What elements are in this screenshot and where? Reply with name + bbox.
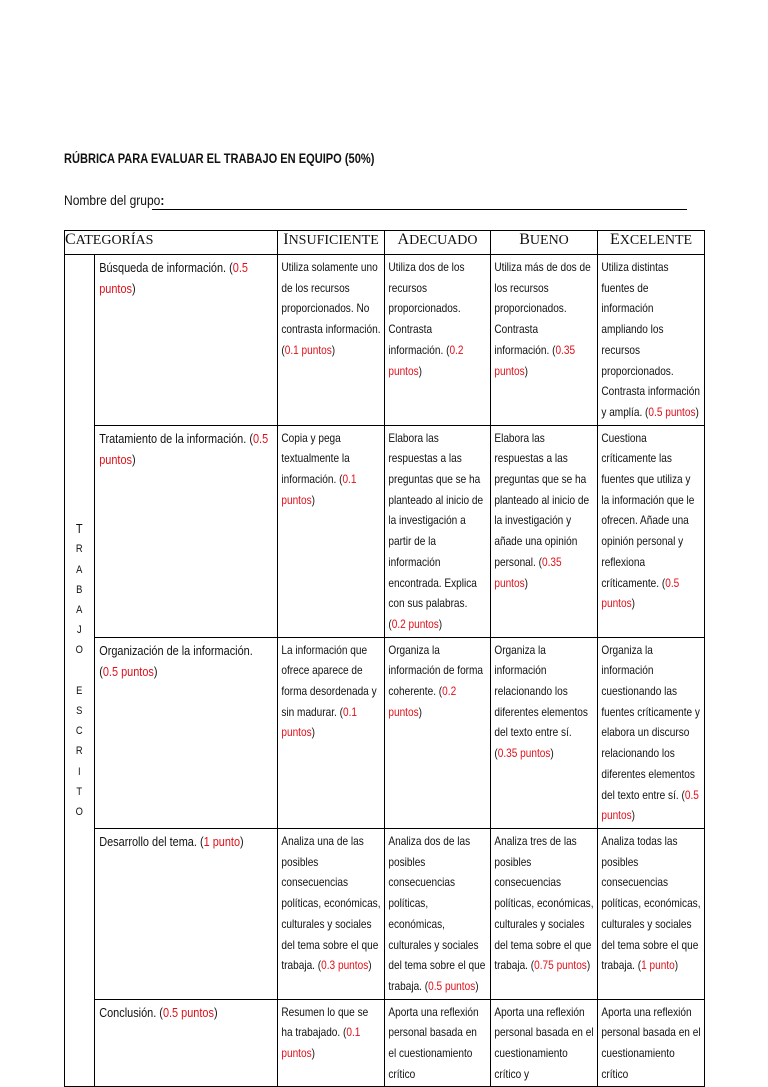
excelente-cell: Cuestiona críticamente las fuentes que utiliza y la información que le ofrecen. Añade una opinión personal y reflexiona críticamente. (0.5 puntos): [598, 425, 705, 637]
table-row: [65, 425, 705, 637]
table-row: [65, 637, 705, 828]
adecuado-cell: Utiliza dos de los recursos proporcionados. Contrasta información. (0.2 puntos): [385, 255, 491, 426]
bueno-cell: Elabora las respuestas a las preguntas que se ha planteado al inicio de la investigación y añade una opinión personal. (0.35 puntos): [491, 425, 598, 637]
insuficiente-cell: Analiza una de las posibles consecuencias políticas, económicas, culturales y sociales del tema sobre el que trabaja. (0.3 puntos): [278, 828, 385, 999]
bueno-cell: Organiza la información relacionando los diferentes elementos del texto entre sí. (0.35 puntos): [491, 637, 598, 828]
insuficiente-cell: Copia y pega textualmente la información. (0.1 puntos): [278, 425, 385, 637]
excelente-cell: Aporta una reflexión personal basada en el cuestionamiento crítico: [598, 999, 705, 1087]
category-cell: Búsqueda de información. (0.5 puntos): [95, 255, 278, 426]
table-row: [65, 828, 705, 999]
category-cell: Conclusión. (0.5 puntos): [95, 999, 278, 1087]
group-name-label-text: Nombre del grupo: [64, 192, 161, 208]
group-name-label: [64, 192, 164, 208]
insuficiente-cell: Resumen lo que se ha trabajado. (0.1 puntos): [278, 999, 385, 1087]
bueno-cell: Analiza tres de las posibles consecuencias políticas, económicas, culturales y sociales del tema sobre el que trabaja. (0.75 puntos): [491, 828, 598, 999]
header-adecuado: ADECUADO: [385, 231, 491, 255]
header-insuficiente: INSUFICIENTE: [278, 231, 385, 255]
category-cell: Organización de la información. (0.5 puntos): [95, 637, 278, 828]
bueno-cell: Utiliza más de dos de los recursos proporcionados. Contrasta información. (0.35 puntos): [491, 255, 598, 426]
excelente-cell: Utiliza distintas fuentes de información ampliando los recursos proporcionados. Contrasta información y amplía. (0.5 puntos): [598, 255, 705, 426]
table-row: [65, 255, 705, 426]
document-title: RÚBRICA PARA EVALUAR EL TRABAJO EN EQUIPO (50%): [64, 151, 375, 166]
adecuado-cell: Organiza la información de forma coherente. (0.2 puntos): [385, 637, 491, 828]
side-label-trabajo-escrito: T R A B A J O E S C R I T O: [65, 255, 95, 1087]
adecuado-cell: Aporta una reflexión personal basada en el cuestionamiento crítico: [385, 999, 491, 1087]
group-name-field[interactable]: [152, 209, 687, 210]
category-cell: Tratamiento de la información. (0.5 puntos): [95, 425, 278, 637]
header-excelente: EXCELENTE: [598, 231, 705, 255]
adecuado-cell: Elabora las respuestas a las preguntas que se ha planteado al inicio de la investigación a partir de la información encontrada. Explica con sus palabras. (0.2 puntos): [385, 425, 491, 637]
adecuado-cell: Analiza dos de las posibles consecuencias políticas, económicas, culturales y sociales del tema sobre el que trabaja. (0.5 puntos): [385, 828, 491, 999]
insuficiente-cell: Utiliza solamente uno de los recursos proporcionados. No contrasta información. (0.1 puntos): [278, 255, 385, 426]
excelente-cell: Analiza todas las posibles consecuencias políticas, económicas, culturales y sociales del tema sobre el que trabaja. (1 punto): [598, 828, 705, 999]
header-categories: CATEGORÍAS: [65, 231, 278, 255]
category-cell: Desarrollo del tema. (1 punto): [95, 828, 278, 999]
header-row: [65, 231, 705, 255]
excelente-cell: Organiza la información cuestionando las fuentes críticamente y elabora un discurso relacionando los diferentes elementos del texto entre sí. (0.5 puntos): [598, 637, 705, 828]
table-row: [65, 999, 705, 1087]
insuficiente-cell: La información que ofrece aparece de forma desordenada y sin madurar. (0.1 puntos): [278, 637, 385, 828]
header-bueno: BUENO: [491, 231, 598, 255]
bueno-cell: Aporta una reflexión personal basada en el cuestionamiento crítico y: [491, 999, 598, 1087]
group-name-colon: :: [160, 192, 165, 208]
rubric-table: [64, 230, 705, 1087]
